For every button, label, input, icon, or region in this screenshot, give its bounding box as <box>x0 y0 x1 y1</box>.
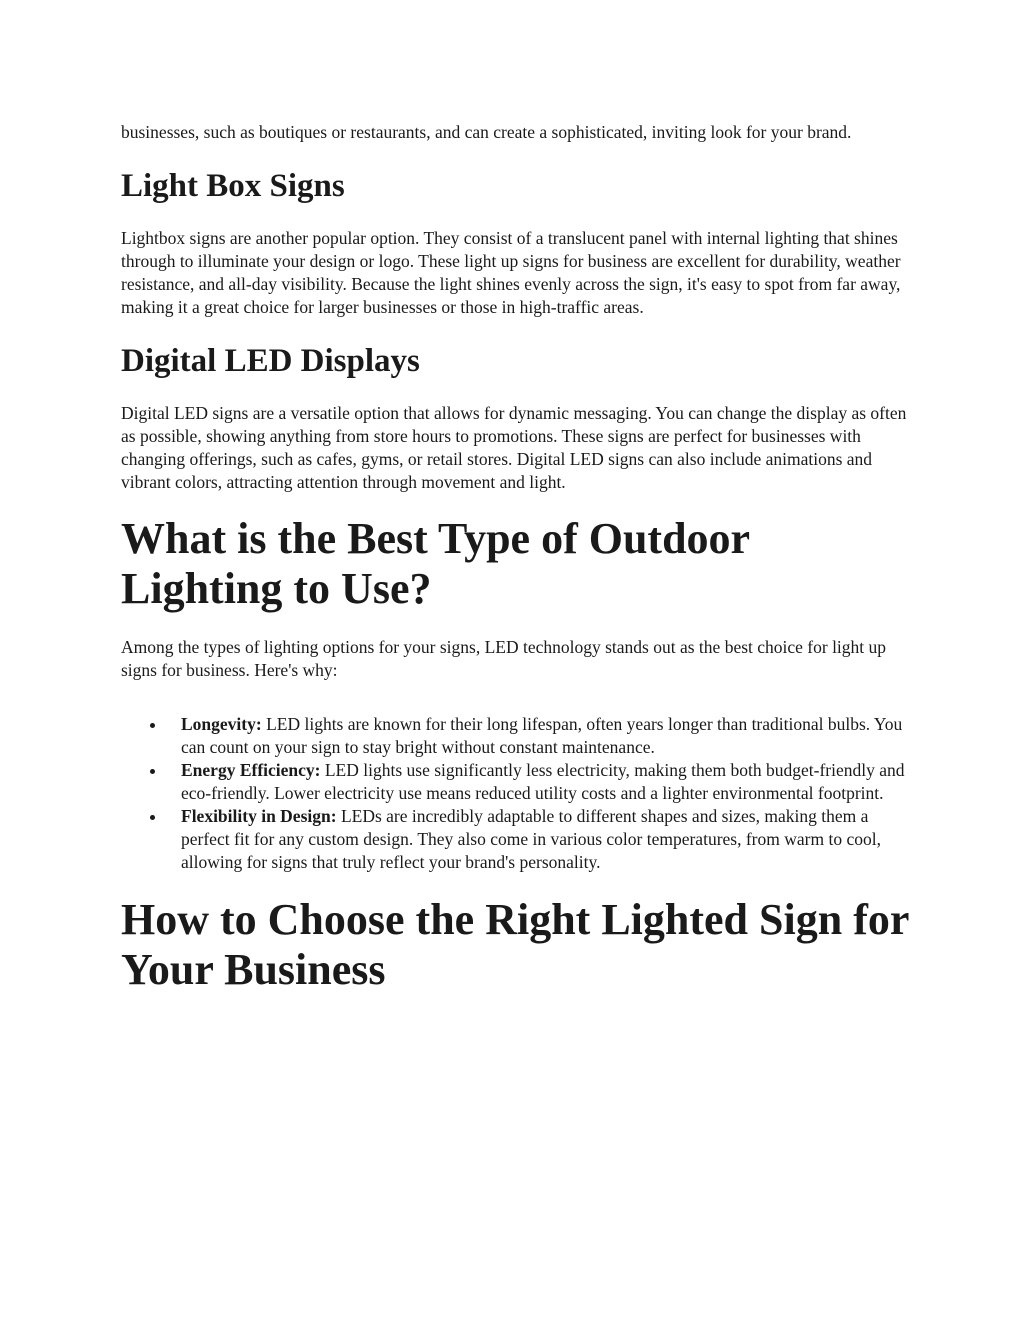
list-item-text: LED lights use significantly less electricity, making them both budget-friendly and eco-friendly. Lower electricity use means reduced utility costs and a lighter environmental footprint. <box>181 760 905 803</box>
light-box-paragraph: Lightbox signs are another popular option. They consist of a translucent panel with internal lighting that shines through to illuminate your design or logo. These light up signs for business are excellent for durability, weather resistance, and all-day visibility. Because the light shines evenly across the sign, it's easy to spot from far away, making it a great choice for larger businesses or those in high-traffic areas. <box>121 228 901 317</box>
choose-heading: How to Choose the Right Lighted Sign for Your Business <box>121 895 909 994</box>
best-type-paragraph: Among the types of lighting options for your signs, LED technology stands out as the best choice for light up signs for business. Here's why: <box>121 637 887 680</box>
list-item-text: LEDs are incredibly adaptable to different shapes and sizes, making them a perfect fit for any custom design. They also come in various color temperatures, from warm to cool, allowing for signs that truly reflect your brand's personality. <box>181 806 881 872</box>
list-item-label: Energy Efficiency: <box>181 760 321 780</box>
document-page <box>121 121 911 995</box>
list-item-flexibility <box>181 805 911 874</box>
digital-led-paragraph: Digital LED signs are a versatile option that allows for dynamic messaging. You can change the display as often as possible, showing anything from store hours to promotions. These signs are perfect for businesses with changing offerings, such as cafes, gyms, or retail stores. Digital LED signs can also include animations and vibrant colors, attracting attention through movement and light. <box>121 403 907 492</box>
best-type-heading: What is the Best Type of Outdoor Lighting to Use? <box>121 514 750 613</box>
intro-paragraph: businesses, such as boutiques or restaurants, and can create a sophisticated, inviting look for your brand. <box>121 122 852 142</box>
light-box-heading: Light Box Signs <box>121 168 345 204</box>
list-item-label: Flexibility in Design: <box>181 806 337 826</box>
digital-led-heading: Digital LED Displays <box>121 343 420 379</box>
list-item-text: LED lights are known for their long lifespan, often years longer than traditional bulbs. You can count on your sign to stay bright without constant maintenance. <box>181 714 903 757</box>
list-item-label: Longevity: <box>181 714 262 734</box>
list-item-energy-efficiency <box>181 759 911 805</box>
list-item-longevity <box>181 713 911 759</box>
led-benefits-list <box>121 713 911 874</box>
